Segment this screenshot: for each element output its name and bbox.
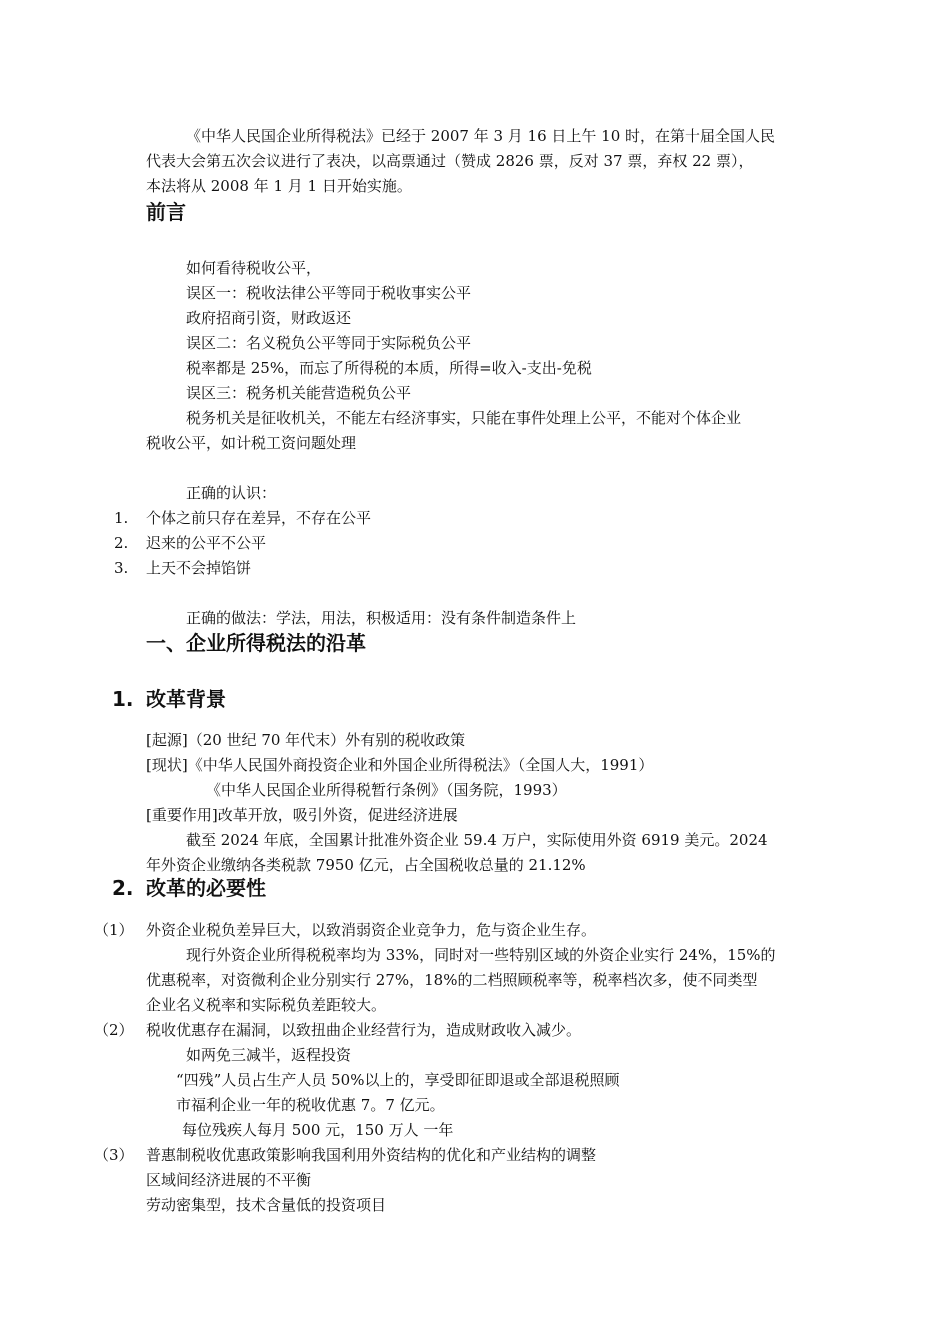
background-line: 截至 2024 年底，全国累计批准外资企业 59.4 万户，实际使用外资 6919 美元。2024 [186, 831, 768, 849]
list-number: 3. [114, 559, 129, 577]
item-detail: 如两免三减半，返程投资 [186, 1046, 352, 1064]
background-line: [现状]《中华人民国外商投资企业和外国企业所得税法》（全国人大，1991） [146, 756, 654, 774]
item-detail: 企业名义税率和实际税负差距较大。 [146, 996, 387, 1014]
intro-line-3: 本法将从 2008 年 1 月 1 日开始实施。 [146, 177, 412, 195]
background-line: [起源]（20 世纪 70 年代末）外有别的税收政策 [146, 731, 466, 749]
preface-line: 税收公平，如计税工资问题处理 [146, 434, 357, 452]
list-number: 1. [114, 509, 129, 527]
item-number: （2） [94, 1021, 134, 1039]
item-number: （1） [94, 921, 134, 939]
item-text: 税收优惠存在漏洞，以致扭曲企业经营行为，造成财政收入减少。 [146, 1021, 582, 1039]
item-detail: 劳动密集型，技术含量低的投资项目 [146, 1196, 387, 1214]
section-heading: 一、企业所得税法的沿革 [146, 631, 366, 655]
preface-line: 税务机关是征收机关，不能左右经济事实，只能在事件处理上公平，不能对个体企业 [186, 409, 742, 427]
preface-line: 税率都是 25%，而忘了所得税的本质，所得=收入-支出-免税 [186, 359, 592, 377]
preface-line: 政府招商引资，财政返还 [186, 309, 352, 327]
item-detail: 区域间经济进展的不平衡 [146, 1171, 312, 1189]
item-detail: 市福利企业一年的税收优惠 7。7 亿元。 [176, 1096, 445, 1114]
preface-line: 误区三：税务机关能营造税负公平 [186, 384, 412, 402]
subsection-heading: 改革背景 [146, 687, 226, 711]
preface-heading: 前言 [146, 200, 186, 224]
subsection-number: 2. [112, 876, 134, 900]
background-line: [重要作用]改革开放，吸引外资，促进经济进展 [146, 806, 458, 824]
item-detail: 现行外资企业所得税税率均为 33%，同时对一些特别区域的外资企业实行 24%，15%的 [186, 946, 776, 964]
list-item: 上天不会掉馅饼 [146, 559, 252, 577]
list-number: 2. [114, 534, 129, 552]
item-number: （3） [94, 1146, 134, 1164]
item-detail: 优惠税率，对资微利企业分别实行 27%，18%的二档照顾税率等，税率档次多，使不同类型 [146, 971, 758, 989]
item-text: 普惠制税收优惠政策影响我国利用外资结构的优化和产业结构的调整 [146, 1146, 597, 1164]
background-line: 年外资企业缴纳各类税款 7950 亿元，占全国税收总量的 21.12% [146, 856, 586, 874]
intro-line-1: 《中华人民国企业所得税法》已经于 2007 年 3 月 16 日上午 10 时，在第十届全国人民 [186, 127, 776, 145]
preface-line: 如何看待税收公平， [186, 259, 322, 277]
preface-line: 误区一：税收法律公平等同于税收事实公平 [186, 284, 472, 302]
correct-practice: 正确的做法：学法，用法，积极适用：没有条件制造条件上 [186, 609, 577, 627]
item-text: 外资企业税负差异巨大，以致消弱资企业竞争力，危与资企业生存。 [146, 921, 597, 939]
correct-view-label: 正确的认识： [186, 484, 277, 502]
item-detail: “四残”人员占生产人员 50%以上的，享受即征即退或全部退税照顾 [176, 1071, 620, 1089]
background-line: 《中华人民国企业所得税暂行条例》（国务院，1993） [206, 781, 567, 799]
intro-line-2: 代表大会第五次会议进行了表决，以高票通过（赞成 2826 票，反对 37 票，弃权 22 票）， [146, 152, 754, 170]
item-detail: 每位残疾人每月 500 元，150 万人 一年 [182, 1121, 454, 1139]
subsection-number: 1. [112, 687, 134, 711]
subsection-heading: 改革的必要性 [146, 876, 266, 900]
list-item: 个体之前只存在差异，不存在公平 [146, 509, 372, 527]
preface-line: 误区二：名义税负公平等同于实际税负公平 [186, 334, 472, 352]
list-item: 迟来的公平不公平 [146, 534, 267, 552]
